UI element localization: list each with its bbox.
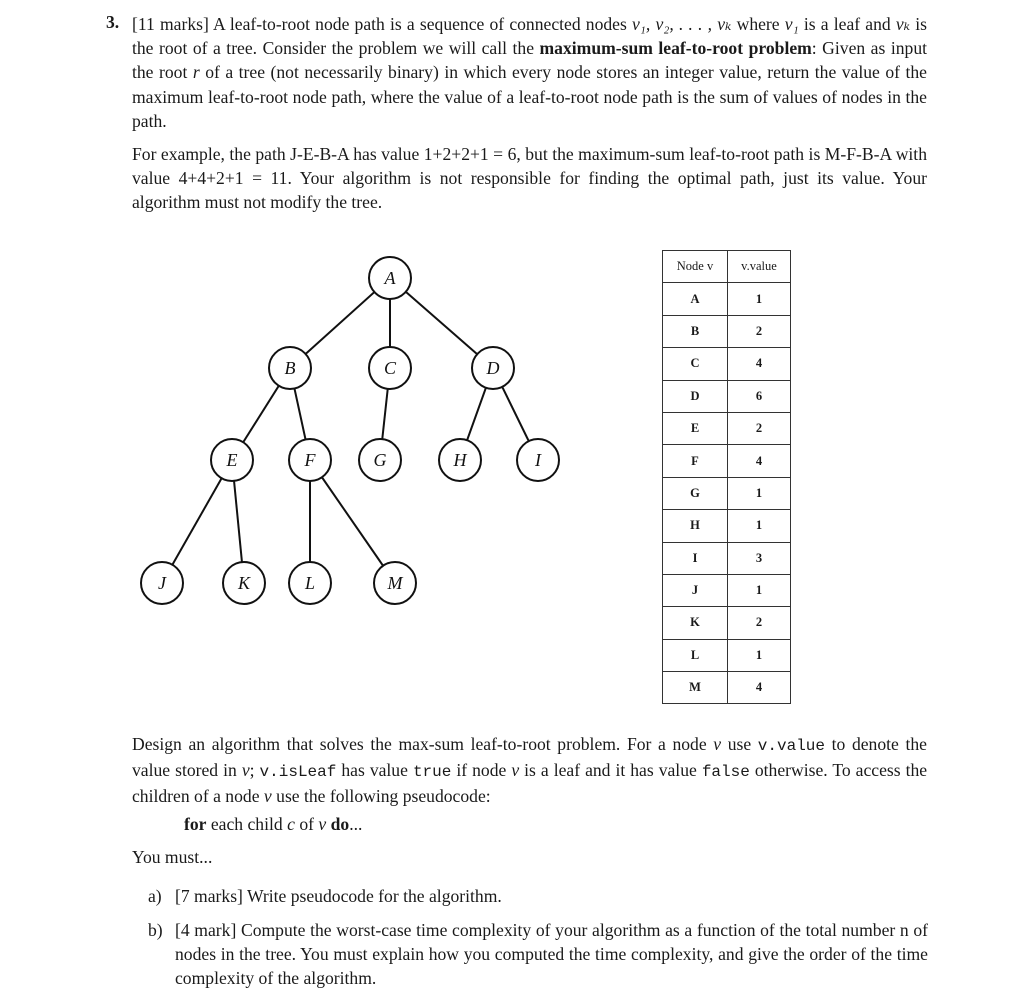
table-cell-node: H [663,510,728,542]
node-value-table [662,250,791,704]
table-cell-node: B [663,315,728,347]
tree-label-a: A [384,268,396,288]
table-row [663,380,791,412]
table-cell-value: 3 [728,542,791,574]
tree-label-k: K [237,573,251,593]
tree-label-e: E [226,450,238,470]
table-cell-node: M [663,672,728,704]
tree-label-j: J [158,573,166,593]
question-number: 3. [106,12,120,32]
tree-label-m: M [387,573,403,593]
table-cell-node: G [663,477,728,509]
table-cell-value: 4 [728,672,791,704]
table-row [663,348,791,380]
table-cell-value: 1 [728,283,791,315]
you-must: You must... [132,847,213,867]
table-cell-node: F [663,445,728,477]
table-cell-value: 2 [728,607,791,639]
table-row [663,542,791,574]
table-cell-value: 4 [728,348,791,380]
table-cell-node: C [663,348,728,380]
question-intro: [11 marks] A leaf-to-root node path is a sequence of connected nodes v₁, v₂, . . . , vₖ where v₁ is a leaf and vₖ is the root of a tree. Consider the problem we will call the maximum-sum leaf-to-root problem: Given as input the root r of a tree (not necessarily binary) in which every node stores an integer value, return the value of the maximum leaf-to-root node path, where the value of a leaf-to-root node path is the sum of values of nodes in the path. [132,14,928,131]
tree-label-i: I [535,450,541,470]
table-row [663,412,791,444]
table-row [663,672,791,704]
tree-label-f: F [304,450,316,470]
table-cell-value: 1 [728,477,791,509]
pseudocode-line: for each child c of v do... [184,814,363,834]
table-cell-node: L [663,639,728,671]
design-instructions: Design an algorithm that solves the max-sum leaf-to-root problem. For a node v use v.value to denote the value stored in v; v.isLeaf has value true if node v is a leaf and it has value false otherwise. To access the children of a node v use the following pseudocode: [132,734,928,807]
table-body [663,283,791,704]
table-cell-node: J [663,574,728,606]
table-cell-value: 1 [728,639,791,671]
table-row [663,574,791,606]
problem-name: maximum-sum leaf-to-root problem [539,38,812,59]
table-row [663,477,791,509]
table-cell-value: 1 [728,574,791,606]
part-b: b) [4 mark] Compute the worst-case time complexity of your algorithm as a function of the total number n of nodes in the tree. You must explain how you computed the time complexity, and give the order of the time complexity of the algorithm. [148,920,928,988]
table-row [663,639,791,671]
table-cell-value: 2 [728,412,791,444]
table-row [663,315,791,347]
table-header-value: v.value [728,251,791,283]
table-cell-node: K [663,607,728,639]
tree-diagram [130,248,570,618]
table-cell-value: 1 [728,510,791,542]
tree-label-h: H [453,450,467,470]
table-cell-value: 4 [728,445,791,477]
table-cell-node: D [663,380,728,412]
table-row [663,445,791,477]
tree-label-g: G [373,450,387,470]
table-cell-node: I [663,542,728,574]
table-header-node: Node v [663,251,728,283]
question-example: For example, the path J-E-B-A has value 1+2+2+1 = 6, but the maximum-sum leaf-to-root path is M-F-B-A with value 4+4+2+1 = 11. Your algorithm is not responsible for finding the optimal path, just its value. Your algorithm must not modify the tree. [132,144,927,213]
table-cell-node: A [663,283,728,315]
table-row [663,607,791,639]
table-cell-node: E [663,412,728,444]
part-a: a) [7 marks] Write pseudocode for the algorithm. [148,886,502,906]
tree-label-b: B [284,358,296,378]
tree-label-l: L [304,573,316,593]
table-cell-value: 2 [728,315,791,347]
table-cell-value: 6 [728,380,791,412]
table-row [663,283,791,315]
table-row [663,510,791,542]
tree-label-d: D [486,358,500,378]
tree-label-c: C [383,358,397,378]
